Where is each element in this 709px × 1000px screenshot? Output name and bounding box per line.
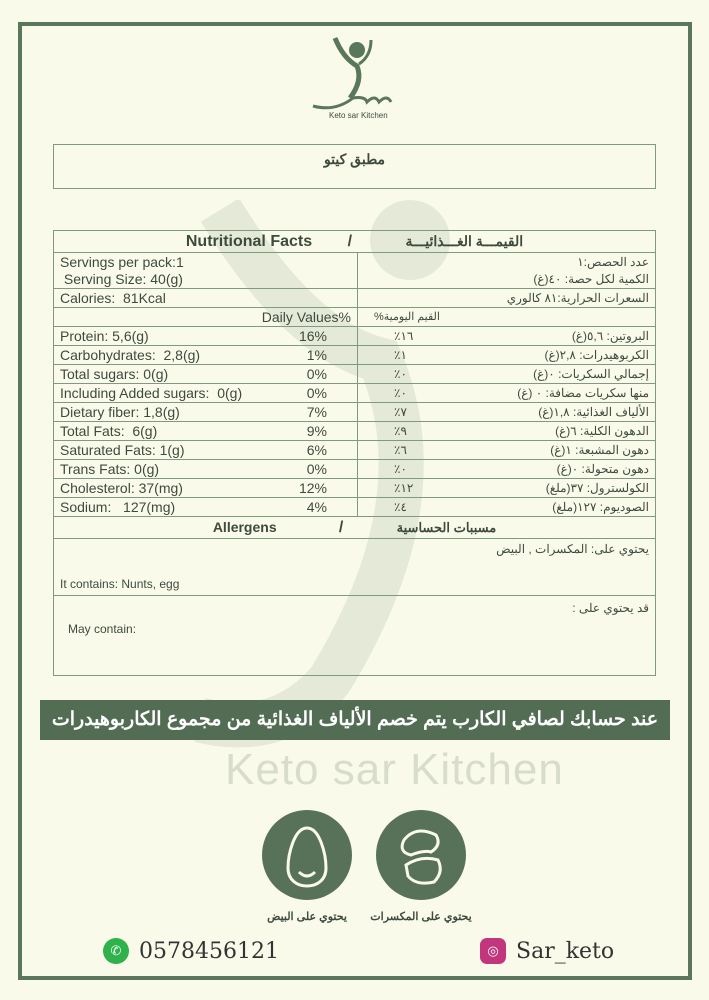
nutrient-en: Total Fats: 6(g) [60, 422, 158, 439]
nutrient-pct: 1% [306, 346, 327, 363]
nutrient-en: Dietary fiber: 1,8(g) [60, 403, 180, 420]
nutrient-pct: 6% [306, 441, 327, 458]
nutrient-en: Including Added sugars: 0(g) [60, 384, 243, 401]
servings-ar: عدد الحصص:١ [577, 254, 649, 269]
calories-ar: السعرات الحرارية:٨١ كالوري [358, 289, 656, 308]
nutrient-row [54, 479, 656, 498]
nutrient-en: Protein: 5,6(g) [60, 327, 149, 344]
allergens-en: Allergens [212, 519, 277, 535]
nutrient-pct-ar: ٪٠ [394, 366, 407, 381]
nutrient-ar: إجمالي السكريات: ٠(غ) [533, 366, 649, 381]
nutrient-row [54, 365, 656, 384]
nutrient-ar: البروتين: ٥,٦(غ) [571, 328, 649, 343]
phone-number: 0578456121 [139, 938, 279, 964]
nutrient-pct: 16% [298, 327, 327, 344]
instagram-handle: Sar_keto [516, 938, 615, 964]
egg-icon [262, 810, 352, 900]
instagram-contact [480, 938, 614, 964]
nutrient-pct-ar: ٪٧ [394, 404, 407, 419]
watermark-text: Keto sar Kitchen [225, 745, 564, 794]
nutrient-row [54, 422, 656, 441]
nutrient-ar: الكربوهيدرات: ٢,٨(غ) [544, 347, 649, 362]
contains-en: It contains: Nunts, egg [60, 577, 180, 591]
may-contain-ar: قد يحتوي على : [572, 601, 649, 615]
nutrient-row [54, 403, 656, 422]
egg-label: يحتوي على البيض [267, 911, 347, 923]
nutrient-pct-ar: ٪١ [394, 347, 407, 362]
product-title: مطبق كيتو [53, 144, 656, 189]
serving-size-en: Serving Size: 40(g) [60, 270, 183, 287]
nutrient-ar: الصوديوم: ١٢٧(ملغ) [552, 499, 649, 514]
nutrient-pct-ar: ٪١٦ [394, 328, 414, 343]
nutrient-row [54, 346, 656, 365]
nutrient-ar: دهون متحولة: ٠(غ) [556, 461, 649, 476]
nutrient-pct: 0% [306, 460, 327, 477]
nutrient-row [54, 327, 656, 346]
nutrient-ar: الألياف الغذائية: ١,٨(غ) [538, 404, 649, 419]
nutrient-pct: 12% [298, 479, 327, 496]
nutrient-pct-ar: ٪٠ [394, 385, 407, 400]
nutrient-en: Carbohydrates: 2,8(g) [60, 346, 201, 363]
nutrient-row [54, 498, 656, 517]
nutrient-pct: 7% [306, 403, 327, 420]
nutrient-row [54, 460, 656, 479]
calories-en: Calories: 81Kcal [54, 289, 358, 308]
logo-caption: Keto sar Kitchen [329, 111, 388, 120]
nutrient-pct: 9% [306, 422, 327, 439]
nutrient-pct: 0% [306, 384, 327, 401]
header-ar: القيمـــة الغـــذائيـــة [405, 233, 524, 249]
nutrient-pct-ar: ٪١٢ [394, 480, 414, 495]
nutrient-ar: الكولسترول: ٣٧(ملغ) [545, 480, 649, 495]
instagram-icon: ◎ [480, 938, 506, 964]
servings-en: Servings per pack:1 [60, 253, 184, 270]
nutrition-table [53, 230, 656, 676]
allergens-sep: / [338, 519, 344, 536]
nutrient-ar: الدهون الكلية: ٦(غ) [555, 423, 649, 438]
nutrient-row [54, 384, 656, 403]
daily-values-en: Daily Values% [54, 308, 358, 327]
nutrient-pct-ar: ٪٠ [394, 461, 407, 476]
daily-values-ar: القيم اليومية% [374, 310, 440, 323]
net-carb-banner: عند حسابك لصافي الكارب يتم خصم الألياف الغذائية من مجموع الكاربوهيدرات [40, 700, 670, 740]
phone-contact [103, 938, 279, 964]
may-contain-en: May contain: [68, 622, 137, 636]
nuts-icon [376, 810, 466, 900]
nutrient-row [54, 441, 656, 460]
nutrient-ar: دهون المشبعة: ١(غ) [550, 442, 649, 457]
nutrient-en: Saturated Fats: 1(g) [60, 441, 185, 458]
nutrient-en: Cholesterol: 37(mg) [60, 479, 183, 496]
header-sep: / [347, 233, 353, 250]
nutrient-pct-ar: ٪٤ [394, 499, 407, 514]
table-header [54, 231, 656, 253]
nutrient-en: Sodium: 127(mg) [60, 498, 176, 515]
nutrient-pct-ar: ٪٦ [394, 442, 407, 457]
nutrient-pct-ar: ٪٩ [394, 423, 407, 438]
nutrient-pct: 0% [306, 365, 327, 382]
nutrient-en: Total sugars: 0(g) [60, 365, 169, 382]
allergens-header [54, 517, 656, 539]
header-en: Nutritional Facts [185, 233, 313, 250]
serving-size-ar: الكمية لكل حصة: ٤٠(غ) [533, 271, 649, 286]
nutrient-ar: منها سكريات مضافة: ٠ (غ) [517, 385, 649, 400]
logo [305, 36, 405, 126]
contains-ar: يحتوي على: المكسرات , البيض [496, 542, 649, 556]
allergens-ar: مسببات الحساسية [396, 520, 497, 535]
nuts-label: يحتوي على المكسرات [370, 911, 472, 923]
whatsapp-icon: ✆ [103, 938, 129, 964]
nutrient-pct: 4% [306, 498, 327, 515]
nutrient-en: Trans Fats: 0(g) [60, 460, 160, 477]
